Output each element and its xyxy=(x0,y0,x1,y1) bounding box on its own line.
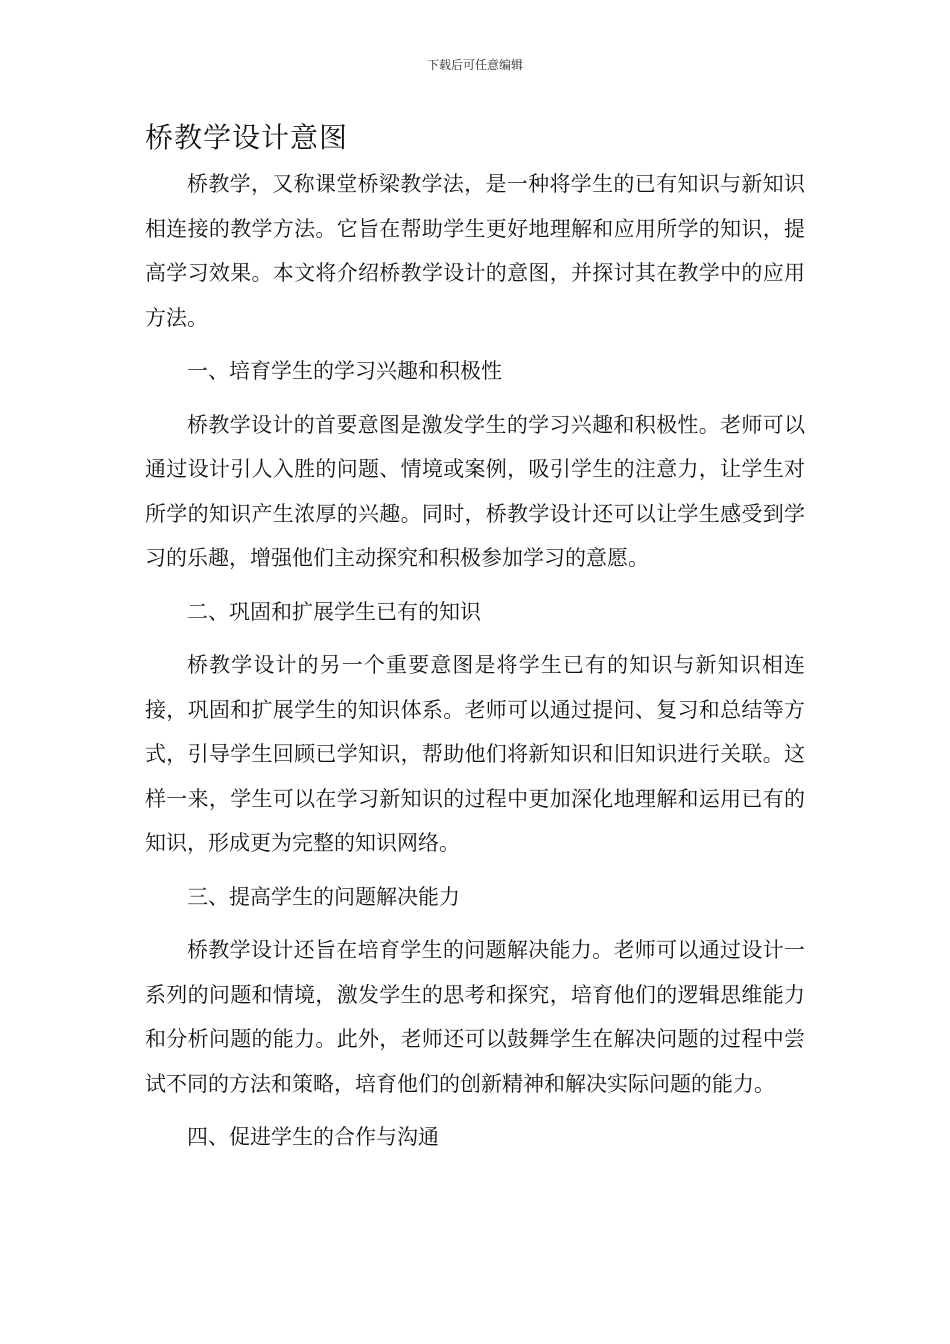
section-heading-4: 四、促进学生的合作与沟通 xyxy=(187,1125,439,1149)
section-heading-3: 三、提高学生的问题解决能力 xyxy=(187,884,460,909)
section-heading-2: 二、巩固和扩展学生已有的知识 xyxy=(187,599,481,624)
section-body-3: 桥教学设计还旨在培育学生的问题解决能力。老师可以通过设计一系列的问题和情境，激发学生的思考和探究，培育他们的逻辑思维能力和分析问题的能力。此外，老师还可以鼓舞学生在解决问题的过程中尝试不同的方法和策略，培育他们的创新精神和解决实际问题的能力。 xyxy=(145,938,805,1096)
section-heading-1: 一、培育学生的学习兴趣和积极性 xyxy=(187,359,502,383)
section-body-1: 桥教学设计的首要意图是激发学生的学习兴趣和积极性。老师可以通过设计引人入胜的问题、情境或案例，吸引学生的注意力，让学生对所学的知识产生浓厚的兴趣。同时，桥教学设计还可以让学生感受到学习的乐趣，增强他们主动探究和积极参加学习的意愿。 xyxy=(145,412,805,570)
document-title: 桥教学设计意图 xyxy=(145,121,349,154)
section-body-2: 桥教学设计的另一个重要意图是将学生已有的知识与新知识相连接，巩固和扩展学生的知识体系。老师可以通过提问、复习和总结等方式，引导学生回顾已学知识，帮助他们将新知识和旧知识进行关联。这样一来，学生可以在学习新知识的过程中更加深化地理解和运用已有的知识，形成更为完整的知识网络。 xyxy=(145,653,805,855)
header-note: 下载后可任意编辑 xyxy=(426,58,523,72)
intro-paragraph: 桥教学，又称课堂桥梁教学法，是一种将学生的已有知识与新知识相连接的教学方法。它旨在帮助学生更好地理解和应用所学的知识，提高学习效果。本文将介绍桥教学设计的意图，并探讨其在教学中的应用方法。 xyxy=(145,172,805,330)
document-body xyxy=(145,162,805,1169)
